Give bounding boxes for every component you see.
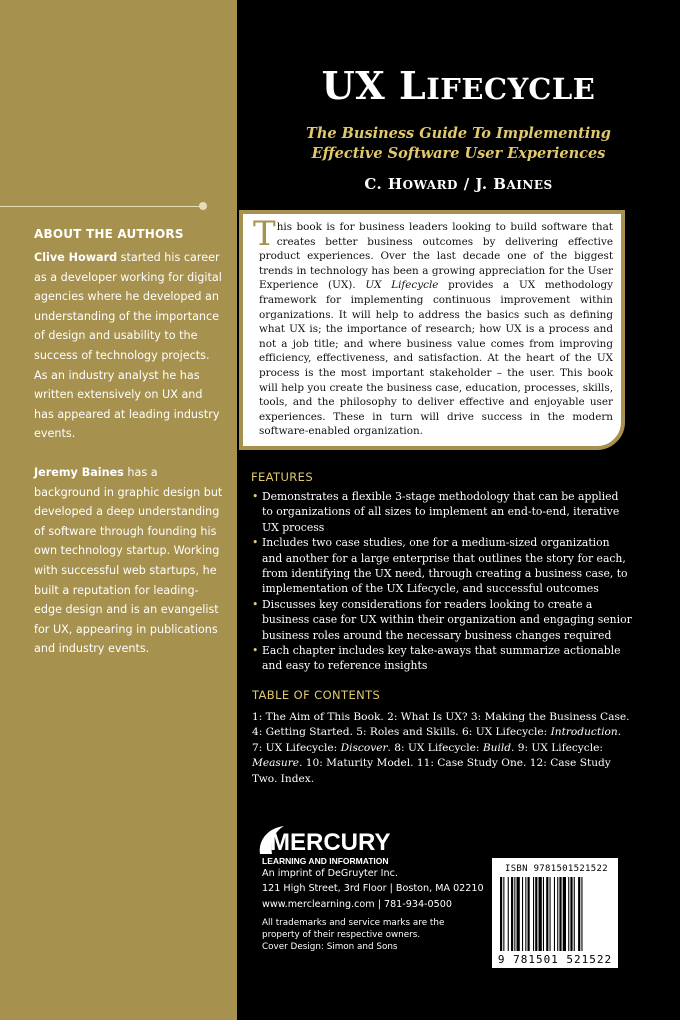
barcode-bar	[522, 877, 523, 951]
book-authors	[237, 175, 680, 193]
isbn-label: ISBN 9781501521522	[505, 864, 608, 874]
toc-text	[252, 710, 632, 787]
cover-design-line: Cover Design: Simon and Sons	[262, 941, 398, 952]
barcode-bars-icon	[500, 877, 612, 951]
features-heading: FEATURES	[251, 470, 314, 484]
toc-part-1: 1: The Aim of This Book. 2: What Is UX? 3: Making the Business Case. 4: Getting Started. 5: Roles and Skills. 6: UX Lifecycle:	[252, 711, 630, 739]
mercury-logo	[254, 820, 394, 870]
barcode-bar	[508, 877, 509, 951]
barcode-bar	[539, 877, 542, 951]
drop-cap: T	[253, 214, 276, 254]
logo-name: MERCURY	[270, 829, 391, 856]
toc-part-4: . 9: UX Lifecycle:	[511, 741, 603, 754]
logo-subtitle: LEARNING AND INFORMATION	[262, 856, 389, 866]
toc-part-5: . 10: Maturity Model. 11: Case Study One. 12: Case Study Two. Index.	[252, 757, 611, 785]
feature-item: • Each chapter includes key take-aways that summarize actionable and easy to reference insights	[252, 643, 632, 674]
toc-heading: TABLE OF CONTENTS	[252, 688, 381, 702]
toc-italic-2: Discover	[340, 741, 388, 754]
blurb-italic-title: UX Lifecycle	[365, 279, 439, 292]
about-heading: ABOUT THE AUTHORS	[34, 227, 184, 241]
toc-italic-3: Build	[482, 741, 512, 754]
toc-part-3: . 8: UX Lifecycle:	[387, 741, 483, 754]
blurb-text-2: provides a UX methodology framework for implementing continuous improvement within organizations. It will help to address the basics such as defining what UX is; the importance of research; how UX is a process and not a job title; and where business value comes from improving efficiency, effectiveness, and satisfaction. At the heart of the UX process is the most important stakeholder – the user. This book will help you create the business case, education, processes, skills, tools, and the philosophy to deliver effective and enjoyable user experiences. These in turn will drive success in the modern software-enabled organization.	[259, 279, 613, 438]
author1-rest: OWARD	[402, 178, 458, 192]
howard-text: started his career as a developer working for digital agencies where he developed an understanding of the importance of design and usability to the success of technology projects. As an industry analyst he has written extensively on UX and has appeared at leading industry events.	[34, 251, 222, 441]
baines-bio	[34, 463, 224, 659]
title-initials: UX L	[321, 63, 427, 108]
address-line: 121 High Street, 3rd Floor | Boston, MA 02210	[262, 883, 484, 895]
description-box	[239, 210, 625, 450]
barcode-bar	[514, 877, 515, 951]
fine-print	[262, 918, 502, 953]
barcode-bar	[559, 877, 561, 951]
barcode-bar	[503, 877, 504, 951]
feature-item: • Includes two case studies, one for a medium-sized organization and another for a large enterprise that outlines the story for each, from identifying the UX need, through creating a business case, to implementation of the UX Lifecycle, and successful outcomes	[252, 535, 632, 597]
book-title	[237, 63, 680, 108]
howard-bio	[34, 248, 224, 444]
howard-name: Clive Howard	[34, 251, 118, 264]
barcode-bar	[528, 877, 530, 951]
barcode-bar	[550, 877, 551, 951]
barcode-bar	[563, 877, 566, 951]
toc-part-2: . 7: UX Lifecycle:	[252, 726, 622, 754]
book-subtitle	[237, 124, 680, 164]
features-list	[252, 489, 632, 674]
subtitle-line-1: The Business Guide To Implementing	[306, 125, 611, 142]
baines-name: Jeremy Baines	[34, 466, 124, 479]
feature-item: • Discusses key considerations for readers looking to create a business case for UX within their organization and engaging senior business roles around the necessary business changes required	[252, 597, 632, 643]
trademark-line-2: property of their respective owners.	[262, 930, 421, 941]
barcode-bar	[546, 877, 548, 951]
barcode-bar	[525, 877, 526, 951]
author-separator: / J. B	[457, 175, 507, 193]
author1-initial: C. H	[364, 175, 403, 193]
publisher-info	[262, 866, 502, 954]
imprint-line: An imprint of DeGruyter Inc.	[262, 868, 398, 879]
barcode-bar	[500, 877, 502, 951]
divider-dot	[199, 202, 207, 210]
barcode-bar	[574, 877, 575, 951]
trademark-line-1: All trademarks and service marks are the	[262, 918, 445, 929]
blurb-text-1: his book is for business leaders looking to build software that creates better business outcomes by delivering effective product experiences. Over the last decade one of the biggest trends in technology has been a growing appreciation for the User Experience (UX).	[259, 221, 613, 292]
isbn-digits: 9 781501 521522	[497, 953, 613, 966]
title-rest: IFECYCLE	[426, 72, 596, 106]
author2-rest: AINES	[506, 178, 553, 192]
contact-line: www.merclearning.com | 781-934-0500	[262, 898, 452, 910]
feature-item: • Demonstrates a flexible 3-stage methodology that can be applied to organizations of all sizes to implement an end-to-end, iterative UX process	[252, 489, 632, 535]
barcode-bar	[570, 877, 572, 951]
barcode-bar	[511, 877, 513, 951]
barcode-bar	[543, 877, 544, 951]
baines-text: has a background in graphic design but developed a deep understanding of software through founding his own technology startup. Working with successful web startups, he built a reputation for leading-edge design and is an evangelist for UX, appearing in publications and industry events.	[34, 466, 223, 656]
left-panel	[0, 0, 237, 1020]
toc-italic-1: Introduction	[550, 726, 618, 739]
toc-italic-4: Measure	[252, 757, 300, 770]
barcode-bar	[581, 877, 582, 951]
barcode-bar	[517, 877, 520, 951]
barcode-bar	[554, 877, 555, 951]
barcode-bar	[578, 877, 580, 951]
subtitle-line-2: Effective Software User Experiences	[311, 145, 606, 162]
divider-rule	[0, 206, 203, 207]
barcode-bar	[535, 877, 537, 951]
barcode-bar	[533, 877, 534, 951]
barcode-bar	[568, 877, 569, 951]
barcode-bar	[557, 877, 558, 951]
